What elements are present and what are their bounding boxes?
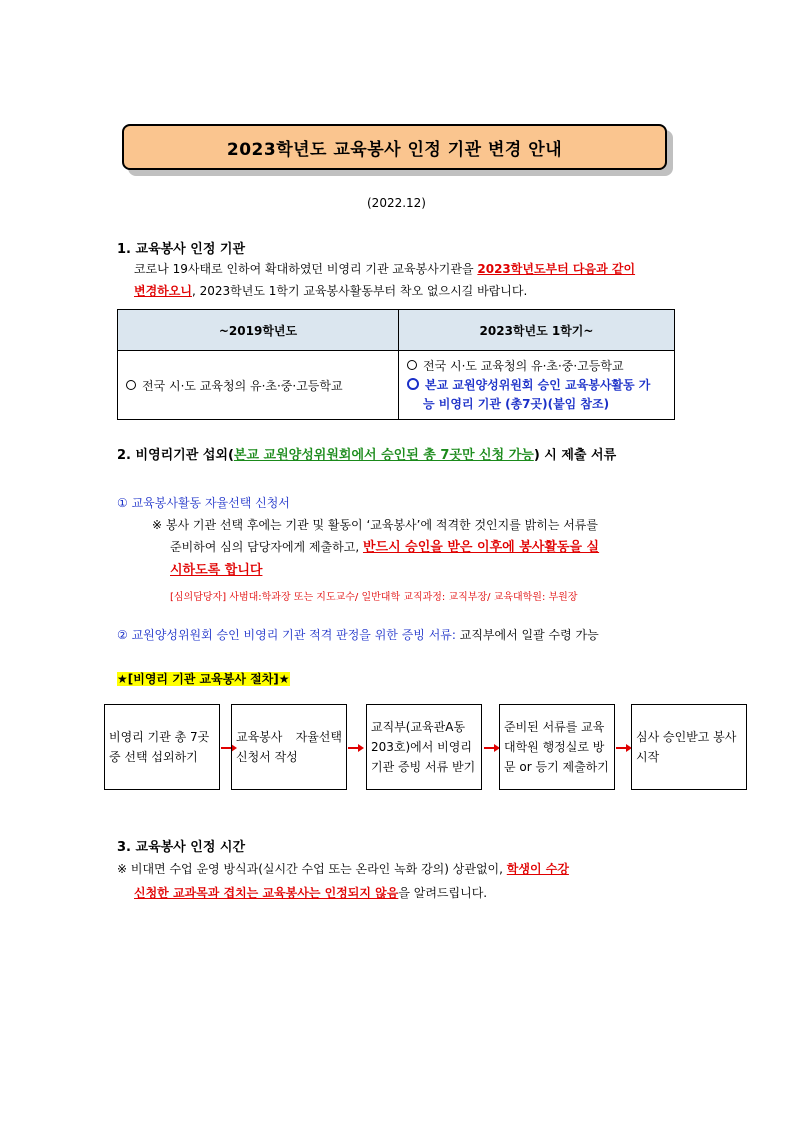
cell-2023-item1-text: 전국 시·도 교육청의 유·초·중·고등학교 [423, 358, 624, 373]
table-cell-2023 [399, 351, 675, 420]
section2-heading-a: 2. 비영리기관 섭외( [117, 448, 234, 463]
flow-step-2: 교육봉사 자율선택 신청서 작성 [231, 704, 347, 790]
flow-step-1: 비영리 기관 총 7곳 중 선택 섭외하기 [104, 704, 220, 790]
cell-2023-item1 [407, 357, 666, 376]
section2-item2 [117, 624, 599, 646]
procedure-title [117, 668, 290, 690]
section3-line1a: ※ 비대면 수업 운영 방식과(실시간 수업 또는 온라인 녹화 강의) 상관없이, [117, 862, 507, 876]
section1-text-b: , 2023학년도 1학기 교육봉사활동부터 착오 없으시길 바랍니다. [191, 284, 528, 298]
note-red-1: 반드시 승인을 받은 이후에 봉사활동을 실 [362, 540, 600, 555]
section1-text-a: 코로나 19사태로 인하여 확대하였던 비영리 기관 교육봉사기관을 [134, 262, 478, 276]
section2-heading [117, 444, 616, 463]
cell-2023-item2-line2: 능 비영리 기관 (총7곳)(붙임 참조) [423, 396, 610, 411]
section1-red-1: 2023학년도부터 다음과 같이 [477, 262, 636, 276]
note-red-2: 시하도록 합니다 [170, 563, 263, 578]
reviewers-note: [심의담당자] 사범대:학과장 또는 지도교수/ 일반대학 교직과정: 교직부장/ 교육대학원: 부원장 [170, 592, 578, 603]
section3-line2-red: 신청한 교과목과 겹치는 교육봉사는 인정되지 않음 [134, 886, 399, 900]
circle-bullet-icon [126, 380, 136, 390]
section1-red-2: 변경하오니 [134, 284, 192, 298]
section3-heading: 3. 교육봉사 인정 시간 [117, 840, 246, 855]
circle-bullet-icon [407, 378, 419, 390]
section2-heading-b: ) 시 제출 서류 [533, 448, 617, 463]
table-header-2019: ~2019학년도 [118, 310, 399, 351]
section3-line1 [117, 858, 697, 880]
flow-arrow-icon [348, 747, 360, 749]
section2-note-line1: ※ 봉사 기관 선택 후에는 기관 및 활동이 ‘교육봉사’에 적격한 것인지를 밝히는 서류를 [152, 518, 598, 532]
section1-paragraph-2 [134, 280, 694, 302]
item2-rest: 교직부에서 일괄 수령 가능 [455, 628, 599, 642]
cell-2023-item2 [407, 376, 666, 395]
flow-step-5: 심사 승인받고 봉사시작 [631, 704, 747, 790]
section3-line2 [134, 882, 487, 904]
note-line2a: 준비하여 심의 담당자에게 제출하고, [170, 540, 363, 554]
section1-heading: 1. 교육봉사 인정 기관 [117, 242, 246, 257]
page-title: 2023학년도 교육봉사 인정 기관 변경 안내 [122, 124, 667, 170]
section2-heading-green: 본교 교원양성위원회에서 승인된 총 7곳만 신청 가능 [233, 448, 534, 463]
cell-2019-text: 전국 시·도 교육청의 유·초·중·고등학교 [142, 378, 343, 393]
circle-bullet-icon [407, 360, 417, 370]
section1-paragraph [134, 258, 694, 280]
flow-arrow-icon [616, 747, 628, 749]
document-date: (2022.12) [367, 196, 426, 210]
table-header-2023: 2023학년도 1학기~ [399, 310, 675, 351]
table-cell-2019 [118, 351, 399, 420]
section2-note-line3 [170, 559, 262, 582]
cell-2023-item2-line1: 본교 교원양성위원회 승인 교육봉사활동 가 [425, 377, 651, 392]
flow-step-4: 준비된 서류를 교육대학원 행정실로 방문 or 등기 제출하기 [499, 704, 615, 790]
section3-line1-red: 학생이 수강 [506, 862, 569, 876]
procedure-title-text: ★[비영리 기관 교육봉사 절차]★ [117, 672, 290, 686]
comparison-table [117, 309, 675, 420]
section2-note-line2 [170, 536, 690, 559]
flow-arrow-icon [484, 747, 496, 749]
section3-line2b: 을 알려드립니다. [398, 886, 488, 900]
item2-blue: ② 교원양성위원회 승인 비영리 기관 적격 판정을 위한 증빙 서류: [117, 628, 456, 642]
section2-item1: ① 교육봉사활동 자율선택 신청서 [117, 496, 290, 510]
flow-step-3: 교직부(교육관A동 203호)에서 비영리 기관 증빙 서류 받기 [366, 704, 482, 790]
title-banner [122, 124, 667, 170]
